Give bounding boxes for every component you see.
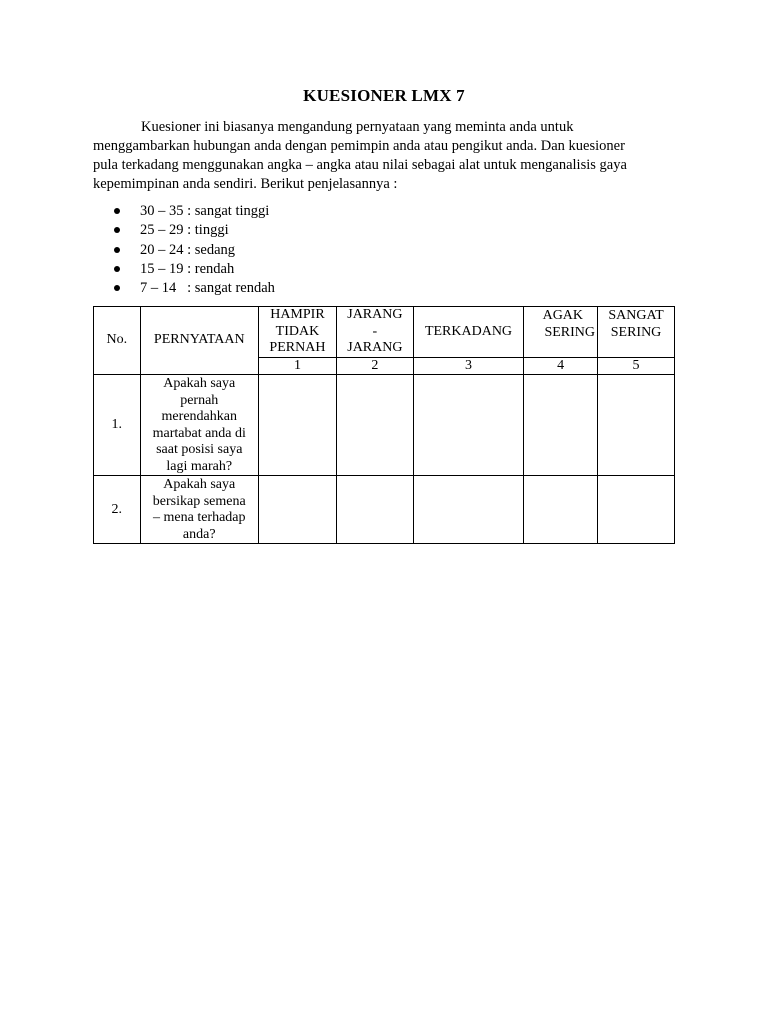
table-header-row (94, 307, 675, 358)
intro-line: menggambarkan hubungan anda dengan pemimpin anda atau pengikut anda. Dan kuesioner (93, 138, 625, 154)
row-number: 1. (94, 375, 141, 476)
score-range-text: 25 – 29 : tinggi (140, 222, 229, 239)
answer-cell-3[interactable] (413, 476, 523, 544)
statement-cell: Apakah saya bersikap semena – mena terhadap anda? (140, 476, 258, 544)
score-range-text: 30 – 35 : sangat tinggi (140, 203, 270, 219)
bullet-icon (114, 247, 120, 253)
header-no: No. (94, 307, 141, 375)
score-range-text: 20 – 24 : sedang (140, 241, 236, 258)
scale-value: 3 (413, 357, 523, 375)
intro-line: Kuesioner ini biasanya mengandung pernyataan yang meminta anda untuk (141, 119, 574, 135)
answer-cell-1[interactable] (258, 375, 336, 476)
scale-value: 4 (524, 357, 598, 375)
score-range-item (113, 279, 275, 298)
answer-cell-3[interactable] (413, 375, 523, 476)
score-range-item (113, 260, 275, 279)
score-range-item (113, 241, 275, 260)
scale-value: 2 (336, 357, 413, 375)
scale-value: 5 (598, 357, 675, 375)
header-hampir-tidak-pernah: HAMPIR TIDAK PERNAH (258, 307, 336, 358)
answer-cell-1[interactable] (258, 476, 336, 544)
score-range-text: 15 – 19 : rendah (140, 260, 235, 277)
answer-cell-4[interactable] (524, 476, 598, 544)
intro-paragraph (93, 118, 683, 194)
answer-cell-5[interactable] (598, 375, 675, 476)
score-range-list (113, 202, 275, 298)
header-statement: PERNYATAAN (140, 307, 258, 375)
score-range-item (113, 221, 275, 240)
header-agak-sering: AGAK SERING (524, 307, 598, 358)
questionnaire-table (93, 306, 675, 544)
document-title: KUESIONER LMX 7 (303, 86, 465, 105)
table-row (94, 476, 675, 544)
score-range-item (113, 202, 275, 221)
answer-cell-5[interactable] (598, 476, 675, 544)
answer-cell-4[interactable] (524, 375, 598, 476)
header-sangat-sering: SANGAT SERING (598, 307, 675, 358)
bullet-icon (114, 227, 120, 233)
header-terkadang: TERKADANG (413, 307, 523, 358)
score-range-text: 7 – 14 : sangat rendah (140, 280, 275, 297)
row-number: 2. (94, 476, 141, 544)
intro-line: pula terkadang menggunakan angka – angka atau nilai sebagai alat untuk menganalisis gaya (93, 157, 627, 173)
answer-cell-2[interactable] (336, 375, 413, 476)
scale-value: 1 (258, 357, 336, 375)
table-row (94, 375, 675, 476)
bullet-icon (114, 208, 120, 214)
header-jarang-jarang: JARANG - JARANG (336, 307, 413, 358)
bullet-icon (114, 285, 120, 291)
intro-line: kepemimpinan anda sendiri. Berikut penjelasannya : (93, 176, 398, 192)
statement-cell: Apakah saya pernah merendahkan martabat anda di saat posisi saya lagi marah? (140, 375, 258, 476)
bullet-icon (114, 266, 120, 272)
answer-cell-2[interactable] (336, 476, 413, 544)
